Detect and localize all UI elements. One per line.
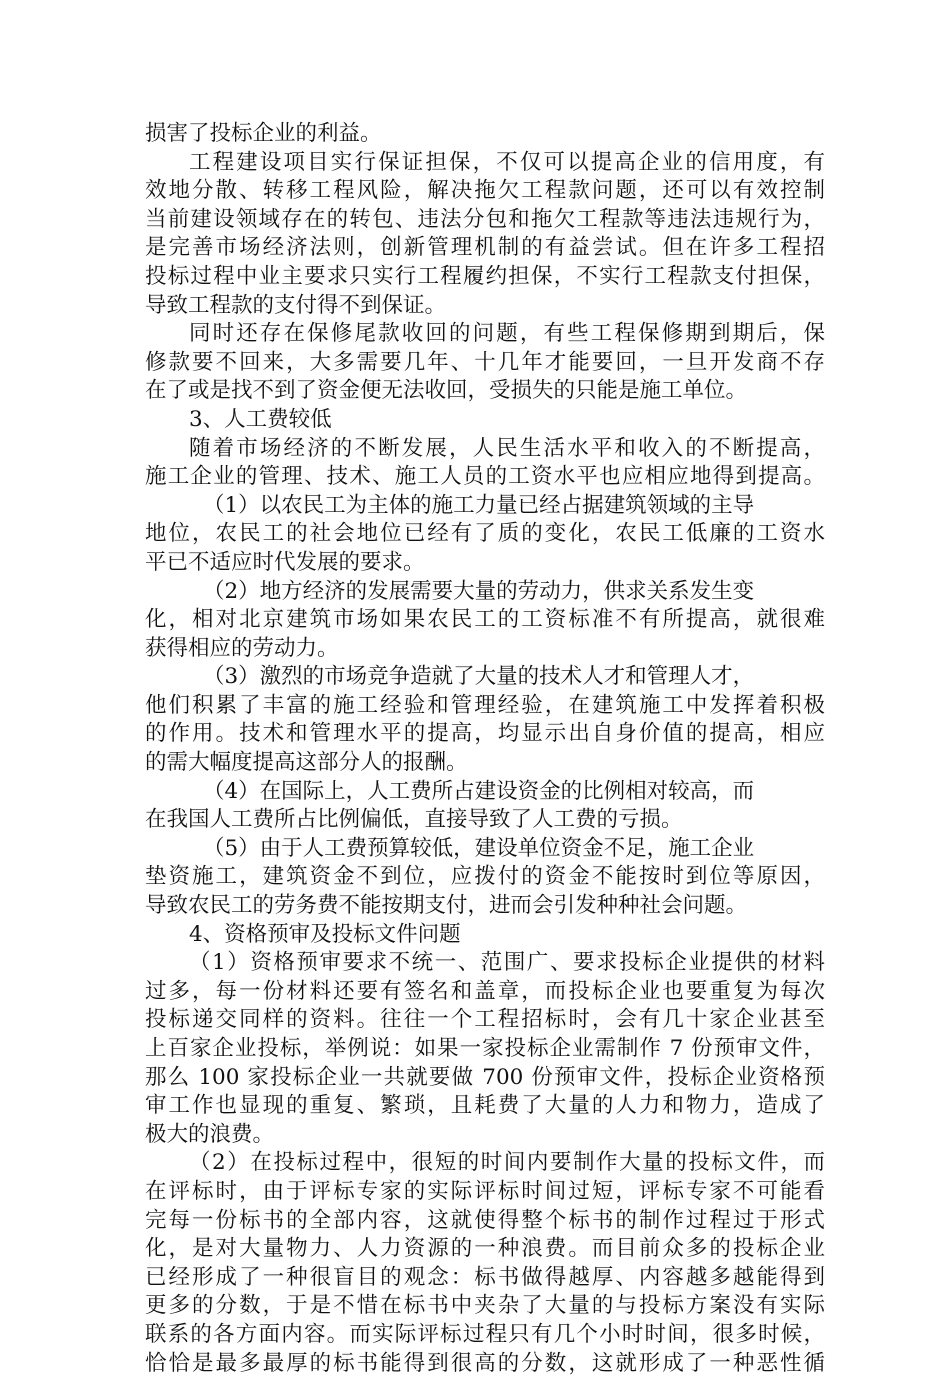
text-line: （1）以农民工为主体的施工力量已经占据建筑领域的主导 [203, 492, 755, 518]
text-line: 那么 100 家投标企业一共就要做 700 份预审文件，投标企业资格预 [145, 1064, 825, 1090]
text-line: 地位，农民工的社会地位已经有了质的变化，农民工低廉的工资水 [145, 521, 825, 547]
text-line: 的作用。技术和管理水平的提高，均显示出自身价值的提高，相应 [145, 721, 825, 747]
text-line: 上百家企业投标，举例说：如果一家投标企业需制作 7 份预审文件， [145, 1036, 825, 1061]
text-line: 完每一份标书的全部内容，这就使得整个标书的制作过程过于形式 [145, 1207, 825, 1233]
text-line: 导致农民工的劳务费不能按期支付，进而会引发种种社会问题。 [145, 893, 748, 919]
text-line: 效地分散、转移工程风险，解决拖欠工程款问题，还可以有效控制 [145, 178, 825, 204]
text-line: 极大的浪费。 [145, 1121, 275, 1147]
text-line: 导致工程款的支付得不到保证。 [145, 292, 447, 318]
text-line: 投标过程中业主要求只实行工程履约担保，不实行工程款支付担保， [145, 263, 825, 289]
text-line: 是完善市场经济法则，创新管理机制的有益尝试。但在许多工程招 [145, 235, 825, 261]
text-line: （4）在国际上，人工费所占建设资金的比例相对较高，而 [203, 778, 755, 804]
text-line: 审工作也显现的重复、繁琐，且耗费了大量的人力和物力，造成了 [145, 1093, 825, 1119]
text-line: 获得相应的劳动力。 [145, 635, 339, 661]
text-line: 化，相对北京建筑市场如果农民工的工资标准不有所提高，就很难 [145, 607, 825, 633]
document-body [145, 120, 825, 1378]
text-line: 恰恰是最多最厚的标书能得到很高的分数，这就形成了一种恶性循 [145, 1350, 825, 1376]
text-line: （1）资格预审要求不统一、范围广、要求投标企业提供的材料 [189, 950, 825, 976]
text-line: 已经形成了一种很盲目的观念：标书做得越厚、内容越多越能得到 [145, 1264, 825, 1290]
text-line: 工程建设项目实行保证担保，不仅可以提高企业的信用度，有 [189, 149, 825, 175]
text-line: 在评标时，由于评标专家的实际评标时间过短，评标专家不可能看 [145, 1178, 825, 1204]
text-line: 随着市场经济的不断发展，人民生活水平和收入的不断提高， [189, 435, 825, 461]
text-line: 损害了投标企业的利益。 [145, 121, 382, 146]
text-line: （5）由于人工费预算较低，建设单位资金不足，施工企业 [203, 835, 755, 861]
text-line: 平已不适应时代发展的要求。 [145, 549, 425, 575]
text-line: 化，是对大量物力、人力资源的一种浪费。而目前众多的投标企业 [145, 1236, 825, 1262]
text-line: 当前建设领域存在的转包、违法分包和拖欠工程款等违法违规行为， [145, 206, 825, 232]
section-heading: 4、资格预审及投标文件问题 [189, 921, 461, 947]
text-line: 更多的分数，于是不惜在标书中夹杂了大量的与投标方案没有实际 [145, 1293, 825, 1319]
text-line: 在了或是找不到了资金便无法收回，受损失的只能是施工单位。 [145, 378, 748, 404]
text-line: （2）地方经济的发展需要大量的劳动力，供求关系发生变 [203, 578, 755, 604]
text-line: 的需大幅度提高这部分人的报酬。 [145, 750, 468, 776]
text-line: 施工企业的管理、技术、施工人员的工资水平也应相应地得到提高。 [145, 464, 825, 490]
text-line: 投标递交同样的资料。往往一个工程招标时，会有几十家企业甚至 [145, 1007, 825, 1033]
text-line: 垫资施工，建筑资金不到位，应拨付的资金不能按时到位等原因， [145, 864, 825, 890]
text-line: 修款要不回来，大多需要几年、十几年才能要回，一旦开发商不存 [145, 349, 825, 375]
text-line: 他们积累了丰富的施工经验和管理经验，在建筑施工中发挥着积极 [145, 692, 825, 718]
text-line: 同时还存在保修尾款收回的问题，有些工程保修期到期后，保 [189, 321, 825, 347]
text-line: （3）激烈的市场竞争造就了大量的技术人才和管理人才， [203, 664, 755, 690]
section-heading: 3、人工费较低 [189, 406, 332, 432]
text-line: 联系的各方面内容。而实际评标过程只有几个小时时间，很多时候， [145, 1321, 825, 1347]
text-line: 过多，每一份材料还要有签名和盖章，而投标企业也要重复为每次 [145, 978, 825, 1004]
text-line: （2）在投标过程中，很短的时间内要制作大量的投标文件，而 [189, 1150, 825, 1176]
text-line: 在我国人工费所占比例偏低，直接导致了人工费的亏损。 [145, 807, 683, 833]
